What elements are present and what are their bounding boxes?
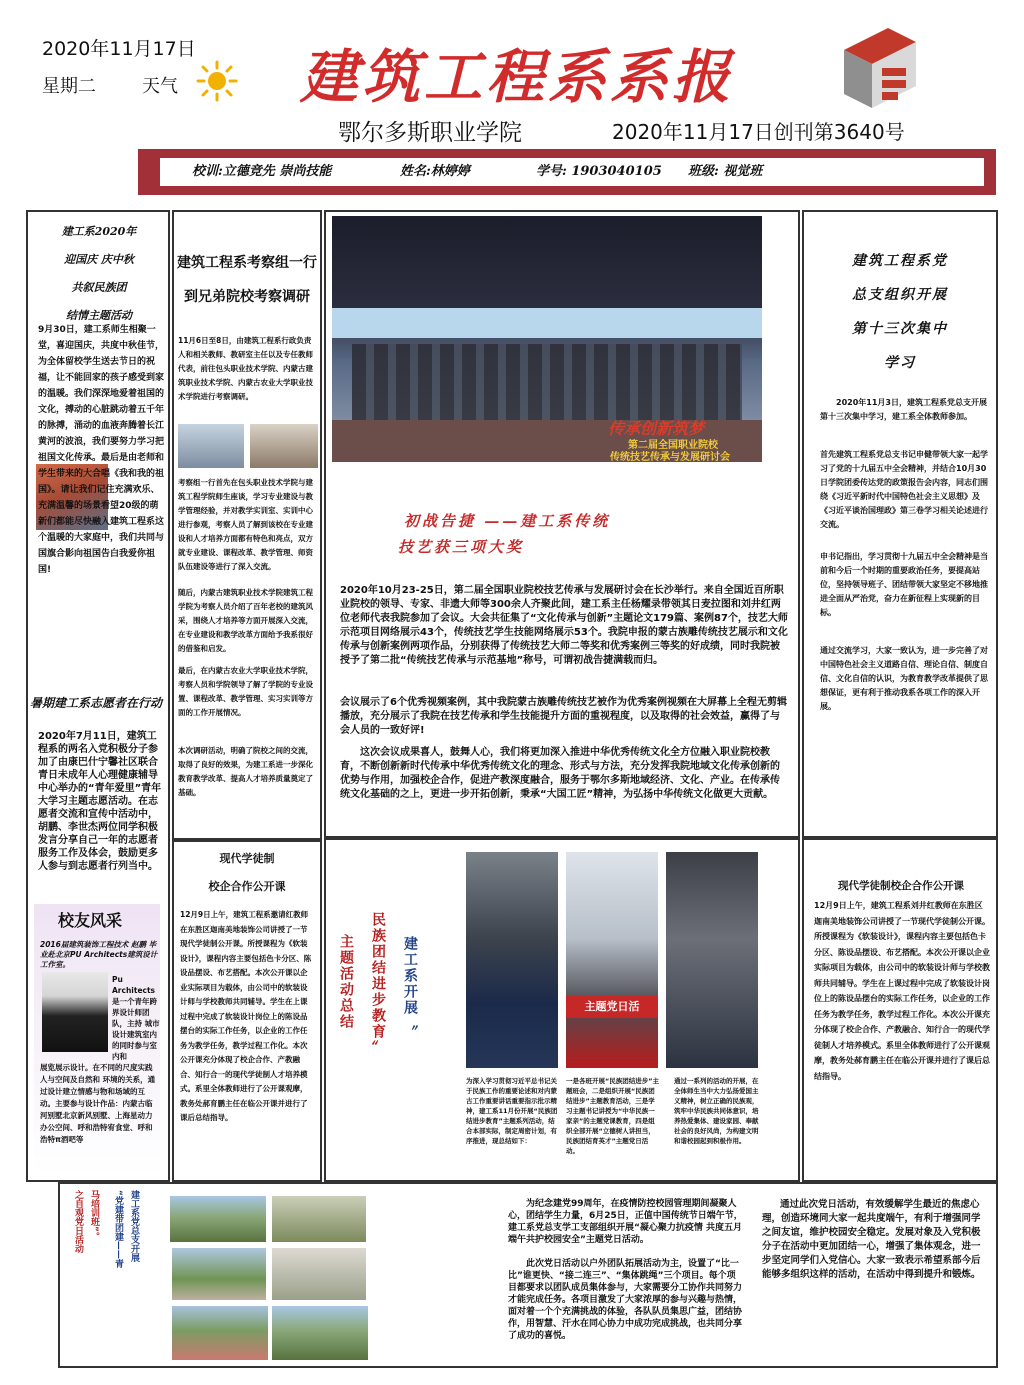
unity-photo-1 [466, 852, 558, 1068]
right-title-line: 第十三次集中 [852, 321, 948, 337]
class-name: 班级: 视觉班 [688, 164, 763, 179]
col1-heading [34, 218, 164, 330]
col2-modern-title-1: 现代学徒制 [219, 852, 275, 865]
header-weather-label: 天气 [142, 76, 178, 97]
right-modern-article: 12月9日上午，建筑工程系刘井红教师在东胜区迦南美地装饰公司讲授了一节现代学徒制公开课。所授课程为《软装设计》，课程内容主要包括色卡分区、陈设品摆设、布艺搭配。本次公开课以企业实际项目为载体，由公司中的软装设计师与学校教师共同辅导。学生在上课过程中完成了软装设计岗位上的陈设品摆台的实际工作任务，以企业的工作任务为教学任务，教学过程工作化。本次公开课充分体现了校企合作、产教融合、知行合一的现代学徒制人才培养模式。系里全体教师进行了公开课观摩，教务处郝育鹏主任在临公开课并进行了课后总结指导。 [814, 901, 990, 1081]
col2-modern-article: 12月9日上午，建筑工程系邀请红教师在东胜区迦南美地装饰公司讲授了一节现代学徒制公开课。所授课程为《软装设计》，课程内容主要包括色卡分区、陈设品摆设、布艺搭配。本次公开课以企业实际项目为载体，由公司中的软装设计师与学校教师共同辅导。学生在上课过程中完成了软装设计岗位上的陈设品摆台的实际工作任务，以企业的工作任务为教学任务，教学过程工作化。本次公开课充分体现了校企合作、产教融合、知行合一的现代学徒制人才培养模式。系里全体教师进行了公开课观摩，教务处郝育鹏主任在临公开课并进行了课后总结指导。 [180, 910, 312, 1122]
header-date: 2020年11月17日 [42, 38, 196, 60]
right-para-2: 首先建筑工程系党总支书记申健带领大家一起学习了党的十九届五中全会精神，并结合10月30日学院团委传达党的政策报告会内容，同志们围绕《习近平新时代中国特色社会主义思想》及《习近平谈治国理政》第三卷学习相关论述进行交流。 [820, 450, 988, 529]
volunteer-article: 2020年7月11日，建筑工程系的两名入党积极分子参加了由康巴什宁馨社区联合青日未成年人心理健康辅导中心举办的“青年爱里”青年大学习主题志愿活动。在志愿者交流和宣传中活动中，胡鹏、李世杰两位同学积极发言分享自己一年的志愿者服务工作及体会，鼓励更多人参与到志愿者行列当中。 [38, 731, 162, 872]
issue-number: 2020年11月17日创刊第3640号 [612, 120, 905, 144]
activity-photo-3 [172, 1248, 266, 1300]
visit-photo-2 [250, 424, 318, 468]
unity-caption-2: 一是各班开展“民族团结进步”主题班会，二是组织开展“民族团结进步”主题教育活动，三是学习主题书记讲授为“中华民族一家亲”的主题党课教育，四是组织全部开展“立德树人讲担当，民族团结育英才”主题党日活动。 [566, 1077, 660, 1155]
alumni-subtitle: 2016届建筑装饰工程技术 赵鹏 毕业赴北京PU Architects建筑设计工作室。 [40, 940, 158, 969]
col1-article: 9月30日，建工系师生相聚一堂，喜迎国庆，共度中秋佳节，为全体留校学生送去节日的祝福，让不能回家的孩子感受到家的温暖。我们深深地爱着祖国的文化，搏动的心脏跳动着五千年的脉搏，涌动的血液奔腾着长江黄河的波浪，我们要努力学习把祖国文化传承。最后是由老师和学生带来的大合唱《我和我的祖国》。请让我们记住充满欢乐、充满温馨的场景看望20级的萌新们都能尽快融入建筑工程系这个温暖的大家庭中，我们共同与国旗合影向祖国告白我爱你祖国! [38, 325, 165, 575]
right-para-4: 通过交流学习，大家一致认为，进一步完善了对中国特色社会主义道路自信、理论自信、制度自信、文化自信的认识，为教育教学改革提供了思想保证，更有利于推动我系各项工作的深入开展。 [820, 646, 988, 711]
center-headline-2: 技艺获三项大奖 [398, 538, 525, 556]
alumni-side-text: Pu Architects 是一个青年跨界设计师团队，主持 城市设计建筑室内的同时参与室内和 [112, 975, 160, 1061]
activity-photo-6 [272, 1306, 368, 1360]
right-title [806, 244, 994, 380]
activity-photo-5 [172, 1306, 268, 1360]
unity-caption-1: 为深入学习贯彻习近平总书记关于民族工作的重要论述和对内蒙古工作重要讲话重要指示批示精神，建工系11月份开展“民族团结进步教育”主题系列活动，结合本部实际，制定周密计划，有序推进，现总结如下： [466, 1077, 558, 1145]
header-weekday: 星期二 [42, 76, 96, 97]
unity-caption-3: 通过一系列的活动的开展，在全体师生当中大力弘扬爱国主义精神，树立正确的民族观，筑牢中华民族共同体意识，培养热爱集体、建设家园、奉献社会的良好风尚，为构建文明和谐校园起到积极作用。 [674, 1077, 759, 1145]
unity-vert-title-a: 建工系开展〝 [402, 936, 418, 1032]
sun-icon [196, 60, 238, 102]
school-name: 鄂尔多斯职业学院 [338, 120, 522, 146]
right-title-line: 建筑工程系党 [852, 253, 948, 269]
photo-banner-sub2: 传统技艺传承与发展研讨会 [610, 452, 730, 463]
col1-heading-line: 共叙民族团 [71, 281, 127, 294]
col1-heading-line: 建工系2020年 [61, 225, 137, 238]
bottom-para-1: 为纪念建党99周年，在疫情防控校园管理期间凝聚人心，团结学生力量，6月25日，正值中国传统节日端午节，建工系党总支学工支部组织开展“凝心聚力抗疫情 共度五月端午共护校园安全”主题党日活动。 [508, 1199, 743, 1245]
col2-para-2: 考察组一行首先在包头职业技术学院与建筑工程学院师生座谈，学习专业建设与教学管理经验，并对教学实训室、实训中心进行参观，考察人员了解到该校在专业建设和人才培养方面都有特色和亮点，双方就专业建设、课程改革、教学管理、师资队伍建设等进行了深入交流。 [178, 478, 313, 571]
right-modern-title: 现代学徒制校企合作公开课 [838, 880, 964, 892]
visit-photo-1 [178, 424, 244, 468]
activity-photo-1 [170, 1196, 266, 1242]
bottom-para-3: 通过此次党日活动，有效缓解学生最近的焦虑心理，创造环境同大家一起共度端午，有利于增强同学之间友谊，维护校园安全稳定。发展对象及入党积极分子在活动中更加团结一心，增强了集体观念，进一步坚定同学们入党信心。大家一致表示希望系部今后能够多组织这样的活动，在活动中得到提升和锻炼。 [762, 1199, 981, 1280]
photo-banner-sub1: 第二届全国职业院校 [628, 440, 718, 451]
col2-para-3: 随后，内蒙古建筑职业技术学院建筑工程学院为考察人员介绍了百年老校的建筑风采，围绕人才培养等方面开展深入交流，在专业建设和教学改革方面给予我系很好的借鉴和启发。 [178, 588, 313, 653]
alumni-article: 展览展示设计。在不同的尺度实践人与空间及自然和 环境的关系，通过设计建立情感与物和场域的互动。主要参与设计作品：内蒙古临河别墅北京新风别墅、上海星动力办公空间、呼和浩特宥食堂、呼和浩特π酒吧等 [40, 1063, 156, 1144]
school-motto: 校训:立德竞先 崇尚技能 [192, 164, 332, 179]
right-title-line: 学习 [884, 355, 916, 371]
center-body-2: 会议展示了6个优秀视频案例，其中我院蒙古族雕传统技艺被作为优秀案例视频在大屏幕上全程无剪辑播放，充分展示了我院在技艺传承和学生技能提升方面的重视程度，以及取得的社会效益，赢得了与会人员的一致好评! [340, 697, 787, 736]
alumni-portrait [42, 972, 108, 1052]
right-title-line: 总支组织开展 [852, 287, 948, 303]
col2-para-4: 最后，在内蒙古农业大学职业技术学院，考察人员和学院领导了解了学院的专业设置、课程改革、教学管理、实习实训等方面的工作开展情况。 [178, 666, 313, 717]
center-body-1: 2020年10月23-25日，第二届全国职业院校技艺传承与发展研讨会在长沙举行。来自全国近百所职业院校的领导、专家、非遗大师等300余人齐聚此间，建工系主任杨耀录带领其日麦拉图和刘井红两位老师代表我院参加了会议。大会共征集了“文化传承与创新”主题论文179篇、案例87个，技艺大师示范项目网络展示43个，传统技艺学生技能网络展示53个。我院申报的蒙古族雕传统技艺展示和文化传承与创新案例两项作品，分别获得了传统技艺大师二等奖和优秀案例三等奖的好成绩，同时我院被授予了第二批“传统技艺传承与示范基地”称号，可谓初战告捷满载而归。 [340, 585, 788, 666]
bottom-vert-4: “党建带团建——青 [113, 1190, 123, 1268]
center-body-3: 这次会议成果喜人，鼓舞人心，我们将更加深入推进中华优秀传统文化全方位融入职业院校教育，不断创新新时代传承中华优秀传统文化的理念、形式与方法，充分发挥我院地域文化传承创新的优势与作用，加强校企合作，促进产教深度融合，服务于鄂尔多斯地域经济、文化、产业。在传承传统文化基础的之上，更进一步开拓创新，秉承“大国工匠”精神，为弘扬中华传统文化做更大贡献。 [340, 747, 780, 800]
student-name: 姓名:林婷婷 [400, 164, 470, 179]
col2-para-1: 11月6日至8日，由建筑工程系行政负责人和相关教师、教研室主任以及专任教师代表，前往包头职业技术学院、内蒙古建筑职业技术学院、内蒙古农业大学职业技术学院进行考察调研。 [178, 336, 313, 401]
col2-modern-title-2: 校企合作公开课 [208, 880, 286, 893]
activity-photo-2 [272, 1196, 366, 1242]
party-day-banner: 主题党日活 [566, 996, 658, 1018]
col2-title: 建筑工程系考察组一行到兄弟院校考察调研 [177, 255, 317, 305]
center-headline-1: 初战告捷 ——建工系传统 [404, 512, 611, 530]
department-logo [836, 22, 924, 114]
unity-vert-title-c: 主题活动总结 [338, 934, 354, 1030]
bottom-vert-3: 建工系党总支开展 [129, 1190, 139, 1262]
unity-photo-3 [666, 852, 758, 1068]
right-para-1: 2020年11月3日，建筑工程系党总支开展第十三次集中学习，建工系全体教师参加。 [820, 398, 987, 421]
info-bar [160, 158, 984, 186]
bottom-vert-2: 之自观党日活动 [73, 1190, 83, 1253]
bottom-para-2: 此次党日活动以户外团队拓展活动为主，设置了“比一比”谁更快、“接二连三”、“集体跳绳”三个项目。每个项目都要求以团队成员集体参与，大家需要分工协作共同努力才能完成任务。各项目激发了大家浓厚的参与兴趣与热情，面对着一个个充满挑战的体验，各队队员集思广益，团结协作，用智慧、汗水在同心协力中成功完成挑战，也共同分享了成功的喜悦。 [508, 1259, 743, 1341]
col1-heading-line: 迎国庆 庆中秋 [64, 253, 134, 266]
right-para-3: 申书记指出，学习贯彻十九届五中全会精神是当前和今后一个时期的重要政治任务，要提高站位，坚持领导班子、团结带领大家坚定不移地推进全面从严治党，奋力在新征程上实现新的目标。 [820, 552, 988, 617]
seminar-photo [332, 216, 762, 462]
unity-vert-title-b: 民族团结进步教育〞 [370, 912, 386, 1056]
photo-banner-title: 传承创新筑梦 [608, 419, 705, 438]
unity-photo-2 [566, 852, 658, 1068]
col1-heading-line: 结情主题活动 [66, 309, 132, 322]
bottom-vert-1: 马培训班”。 [89, 1190, 99, 1241]
col2-para-5: 本次调研活动，明确了院校之间的交流，取得了良好的效果，为建工系进一步深化教育教学改革、提高人才培养质量奠定了基础。 [178, 746, 313, 797]
newspaper-title: 建筑工程系系报 [300, 43, 735, 111]
volunteer-title: 暑期建工系志愿者在行动 [30, 696, 163, 710]
activity-photo-4 [272, 1248, 366, 1300]
alumni-title: 校友风采 [58, 911, 123, 930]
student-id: 学号: 1903040105 [536, 164, 662, 179]
